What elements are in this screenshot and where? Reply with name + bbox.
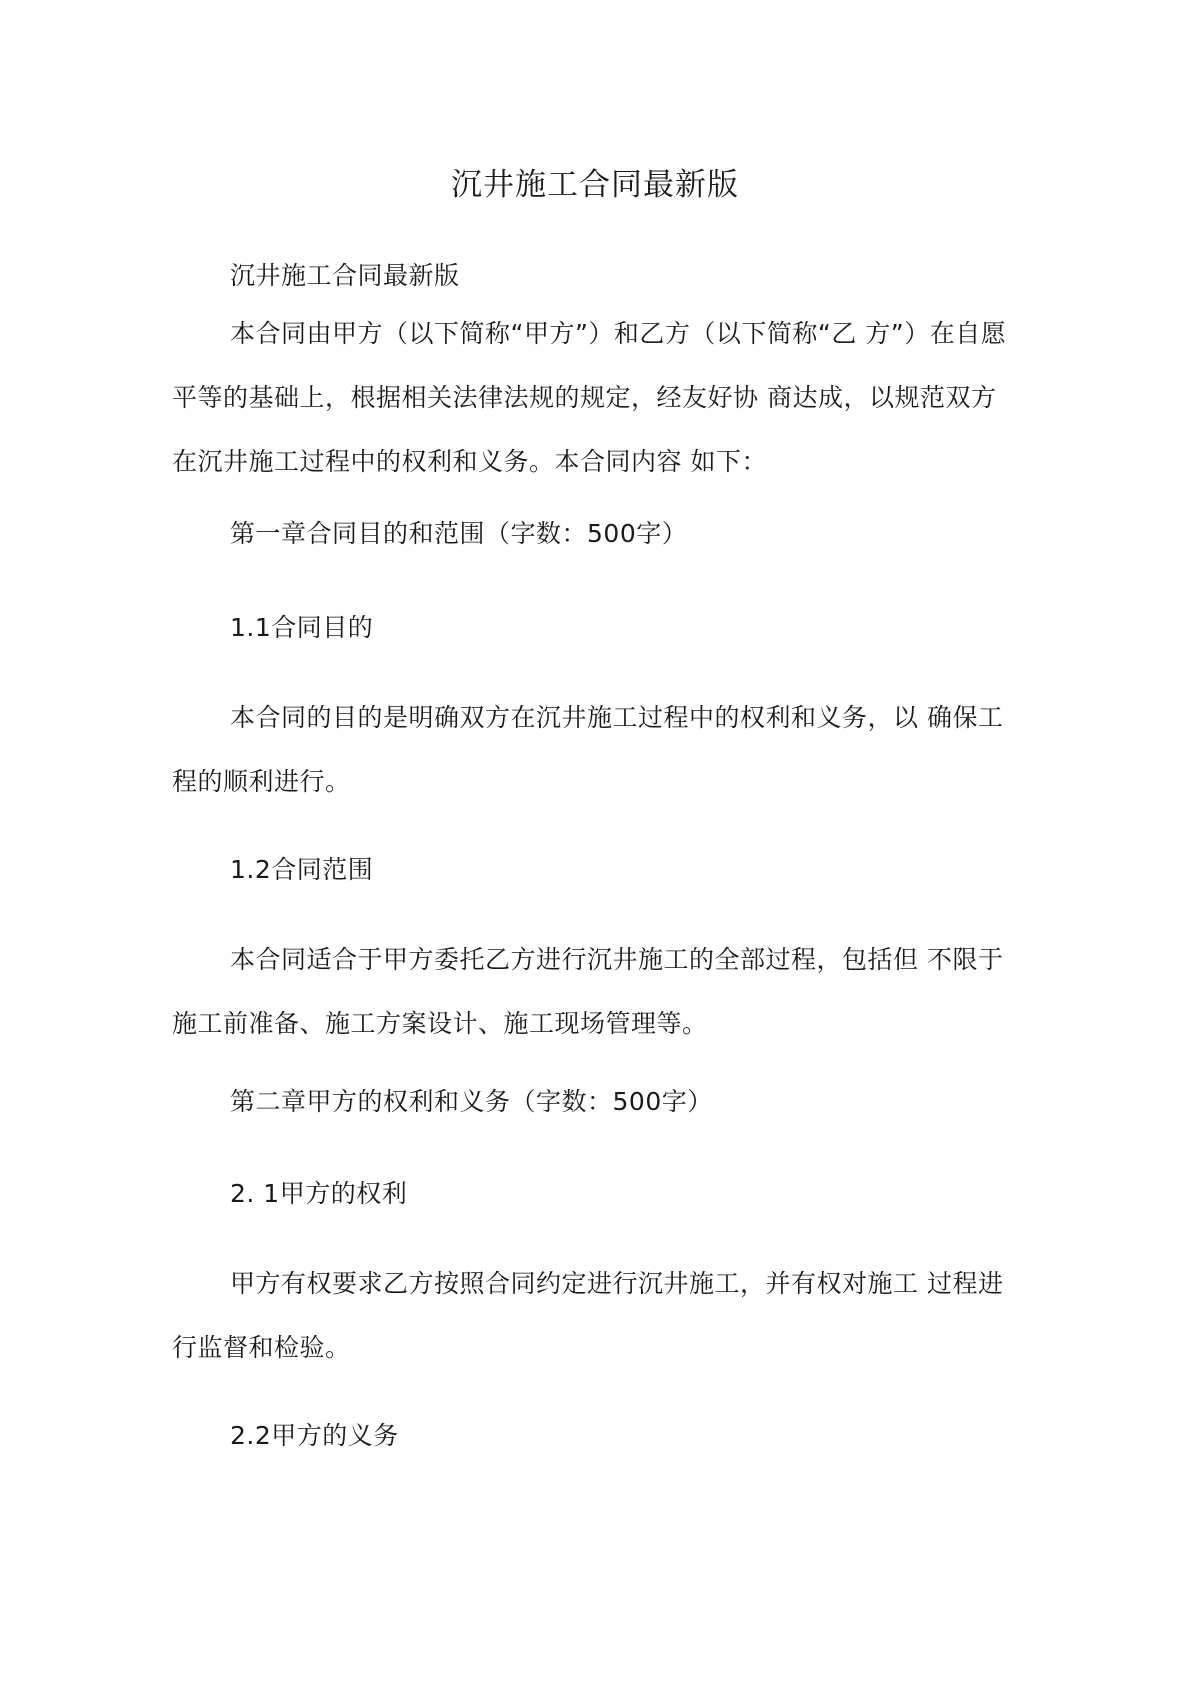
- section-1-1-heading: 1.1合同目的: [230, 613, 374, 642]
- paragraph-preamble: 本合同由甲方（以下简称“甲方”）和乙方（以下简称“乙 方”）在自愿平等的基础上，根据相关法律法规的规定，经友好协 商达成，以规范双方在沉井施工过程中的权利和义务。本合同内容 如下：: [172, 319, 1007, 476]
- section-2-2-heading: 2.2甲方的义务: [230, 1421, 399, 1450]
- section-1-2-body: 本合同适合于甲方委托乙方进行沉井施工的全部过程，包括但 不限于施工前准备、施工方案设计、施工现场管理等。: [172, 945, 1004, 1038]
- section-1-2-heading: 1.2合同范围: [230, 855, 374, 884]
- document-title: 沉井施工合同最新版: [451, 167, 739, 203]
- section-1-1-body: 本合同的目的是明确双方在沉井施工过程中的权利和义务，以 确保工程的顺利进行。: [172, 703, 1004, 796]
- chapter-1-heading: 第一章合同目的和范围（字数：500字）: [230, 519, 688, 548]
- paragraph-subtitle: 沉井施工合同最新版: [230, 261, 460, 290]
- section-2-1-body: 甲方有权要求乙方按照合同约定进行沉井施工，并有权对施工 过程进行监督和检验。: [172, 1269, 1004, 1362]
- chapter-2-heading: 第二章甲方的权利和义务（字数：500字）: [230, 1087, 713, 1116]
- section-2-1-heading: 2. 1甲方的权利: [230, 1179, 408, 1208]
